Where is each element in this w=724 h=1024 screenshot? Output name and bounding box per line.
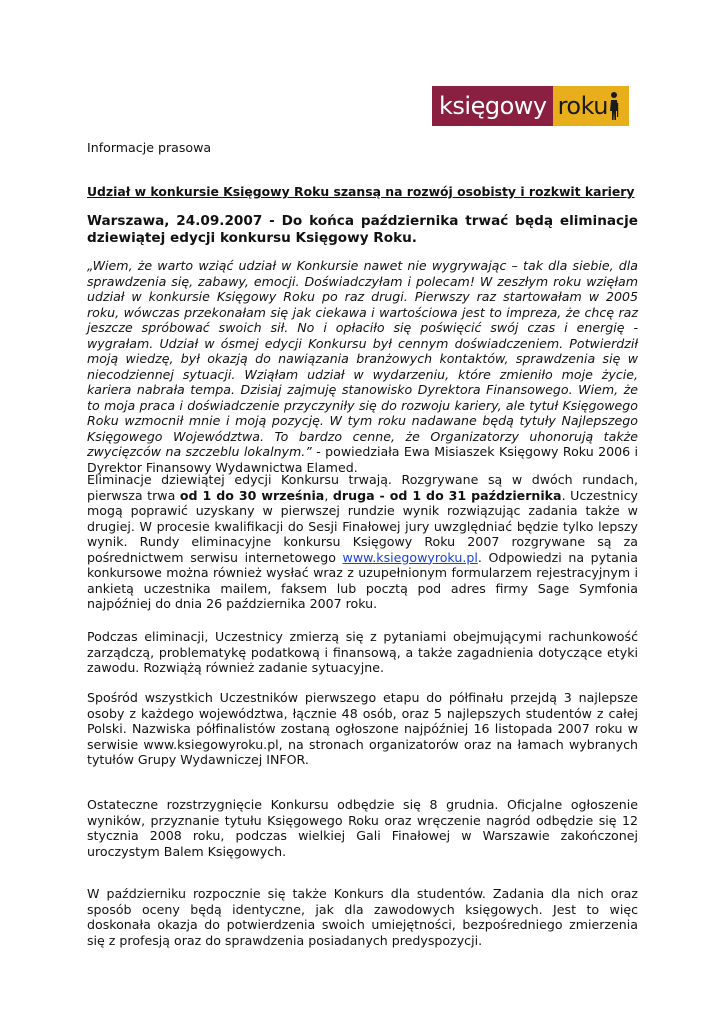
paragraph-semifinal: Spośród wszystkich Uczestników pierwszego etapu do półfinału przejdą 3 najlepsze osoby z każdego województwa, łącznie 48 osób, oraz 5 najlepszych studentów z całej Polski. Nazwiska półfinalistów zostaną ogłoszone najpóźniej 16 listopada 2007 roku w serwisie www.ksiegowyroku.pl, na stronach organizatorów oraz na łamach wybranych tytułów Grupy Wydawniczej INFOR. (87, 690, 638, 767)
paragraph-topics: Podczas eliminacji, Uczestnicy zmierzą się z pytaniami obejmującymi rachunkowość zarządczą, problematykę podatkową i finansową, a także zagadnienia dotyczące etyki zawodu. Rozwiążą również zadanie sytuacyjne. (87, 629, 638, 675)
lead-paragraph: Warszawa, 24.09.2007 - Do końca października trwać będą eliminacje dziewiątej edycji konkursu Księgowy Roku. (87, 213, 638, 246)
quote-attribution: - powiedziała Ewa Misiaszek Księgowy Roku 2006 i Dyrektor Finansowy Wydawnictwa Elamed. (87, 444, 638, 475)
text-segment: . Uczestnicy mogą poprawić uzyskany w pierwszej rundzie wynik rozwiązując zadania także w drugiej. W procesie kwalifikacji do Sesji Finałowej jury uwzględniać będzie tylko lepszy wynik. Rundy eliminacyjne konkursu Księgowy Roku 2007 rozgrywane są za pośrednictwem serwisu internetowego (87, 487, 638, 565)
quote-text: „Wiem, że warto wziąć udział w Konkursie nawet nie wygrywając – tak dla siebie, dla sprawdzenia się, zabawy, emocji. Doświadczyłam i polecam! W zeszłym roku wzięłam udział w konkursie Księgowy Roku po raz drugi. Pierwszy raz startowałam w 2005 roku, wówczas przekonałam się jak ciekawa i wartościowa jest to impreza, że chcę raz jeszcze spróbować swoich sił. No i opłaciło się poświęcić swój czas i energię - wygrałam. Udział w ósmej edycji Konkursu był cennym doświadczeniem. Potwierdził moją wiedzę, był okazją do nawiązania branżowych kontaktów, sprawdzenia się w niecodziennej sytuacji. Wziąłam udział w wydarzeniu, które zmieniło moje życie, kariera nabrała tempa. Dzisiaj zajmuję stanowisko Dyrektora Finansowego. Wiem, że to moja praca i doświadczenie przyczyniły się do rozwoju kariery, ale tytuł Księgowego Roku wzmocnił mnie i moją pozycję. W tym roku nadawane będą tytuły Najlepszego Księgowego Województwa. To bardzo cenne, że Organizatorzy uhonorują także zwycięzców na szczeblu lokalnym.” (87, 258, 638, 459)
logo-right-label: roku (557, 92, 608, 120)
text-segment: , (324, 487, 333, 503)
text-segment: Eliminacje dziewiątej edycji Konkursu trwają. Rozgrywane są w dwóch rundach, pierwsza trwa (87, 472, 638, 503)
paragraph-students: W październiku rozpocznie się także Konkurs dla studentów. Zadania dla nich oraz sposób oceny będą identyczne, jak dla zawodowych księgowych. Jest to więc doskonała okazja do potwierdzenia swoich umiejętności, bezpośredniego zmierzenia się z profesją oraz do sprawdzenia posiadanych predyspozycji. (87, 886, 638, 948)
quote-paragraph (87, 258, 638, 475)
second-round-dates: druga - od 1 do 31 października (332, 487, 562, 503)
logo-right-text (553, 86, 629, 126)
website-link[interactable]: www.ksiegowyroku.pl (342, 549, 478, 565)
paragraph-eliminations (87, 472, 638, 612)
first-round-dates: od 1 do 30 września (179, 487, 325, 503)
logo-left-text: księgowy (432, 86, 553, 126)
paragraph-final: Ostateczne rozstrzygnięcie Konkursu odbędzie się 8 grudnia. Oficjalne ogłoszenie wyników, przyznanie tytułu Księgowego Roku oraz wręczenie nagród odbędzie się 12 stycznia 2008 roku, podczas wielkiej Gali Finałowej w Warszawie zakończonej uroczystym Balem Księgowych. (87, 797, 638, 859)
text-segment: . Odpowiedzi na pytania konkursowe można również wysłać wraz z uzupełnionym formularzem rejestracyjnym i ankietą uczestnika mailem, faksem lub pocztą pod adres firmy Sage Symfonia najpóźniej do dnia 26 października 2007 roku. (87, 549, 638, 611)
headline: Udział w konkursie Księgowy Roku szansą na rozwój osobisty i rozkwit kariery (87, 184, 635, 199)
document-label: Informacje prasowa (87, 140, 212, 155)
person-figure-icon (607, 91, 621, 121)
ksiegowy-roku-logo (432, 86, 629, 126)
